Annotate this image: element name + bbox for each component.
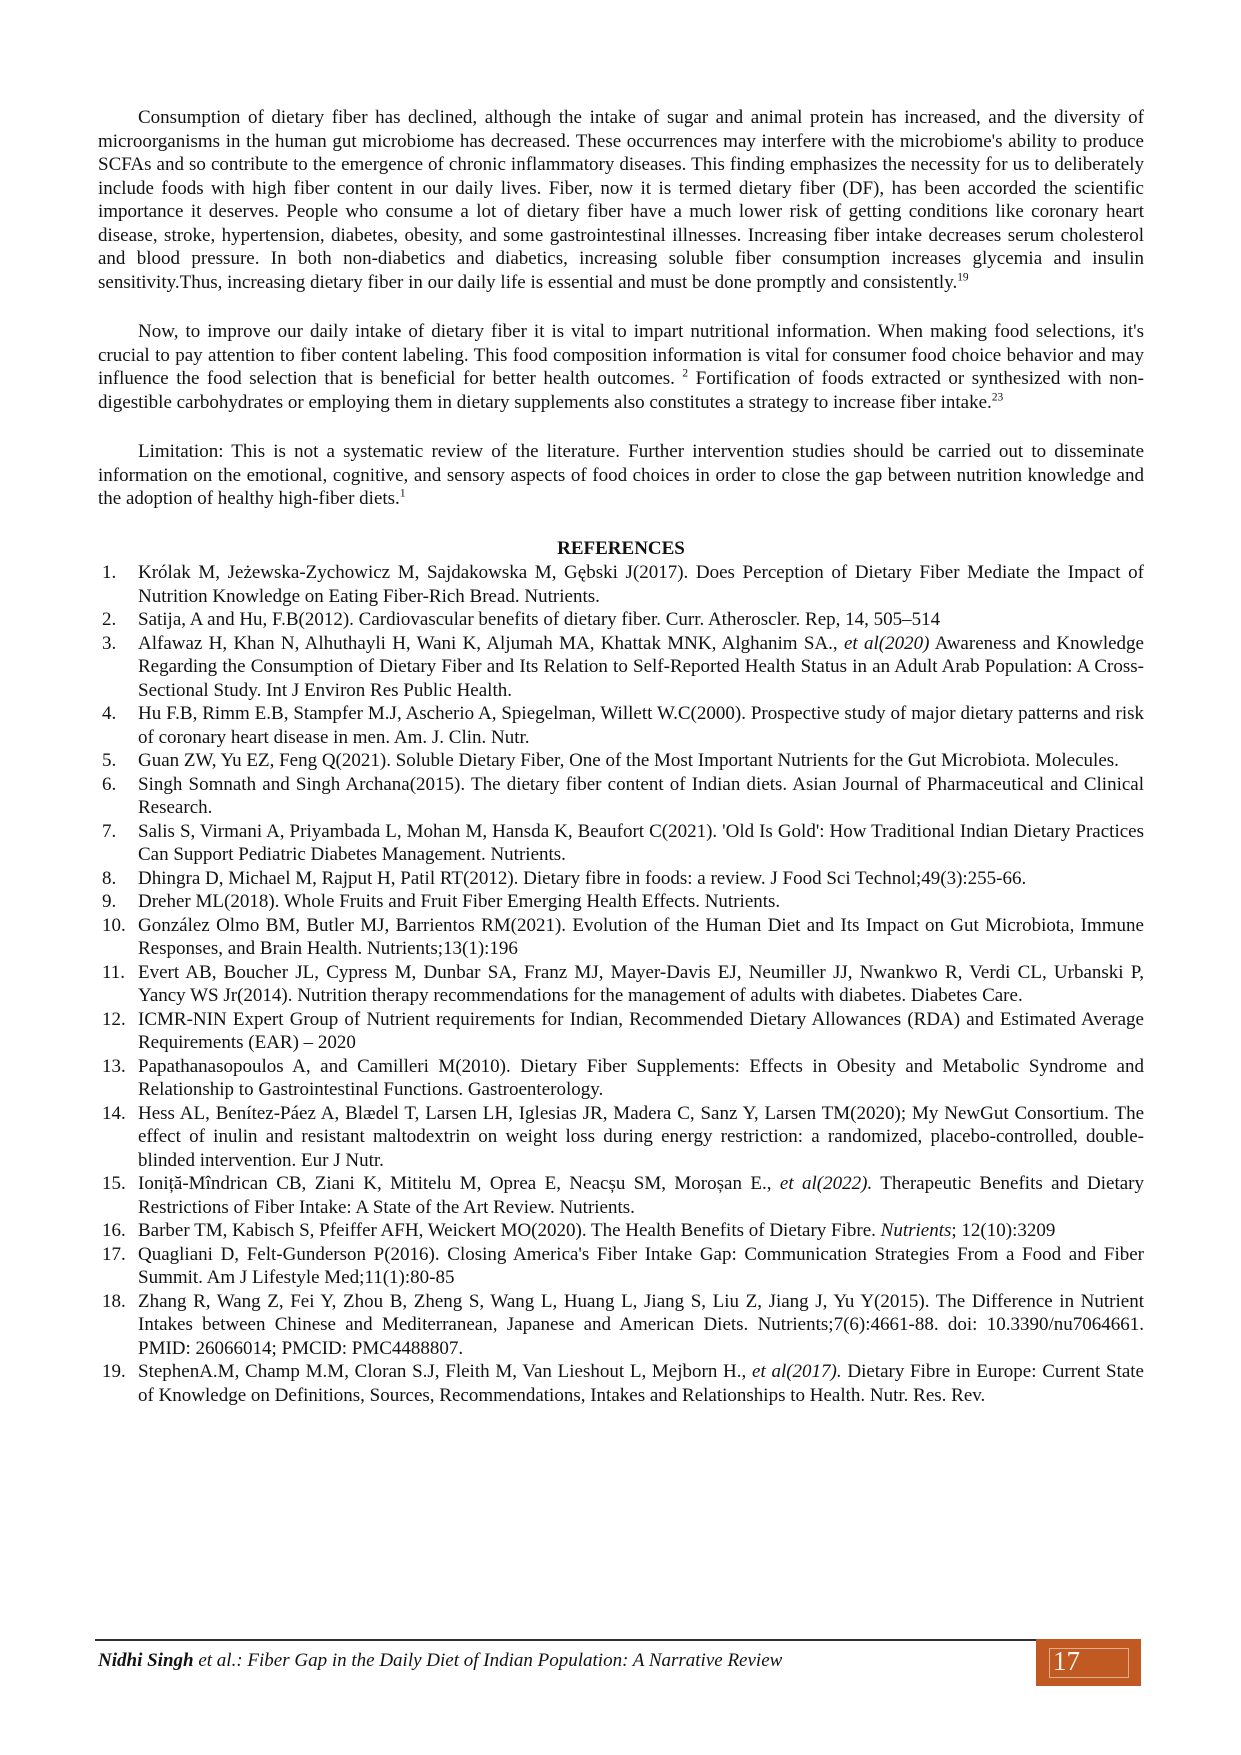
reference-number: 6. [102, 773, 117, 795]
reference-item [98, 1360, 1144, 1407]
reference-text: ICMR-NIN Expert Group of Nutrient requirements for Indian, Recommended Dietary Allowances (RDA) and Estimated Average Requirements (EAR) – 2020 [138, 1008, 1144, 1053]
reference-number: 2. [102, 609, 117, 630]
reference-number: 17. [102, 1243, 126, 1265]
reference-item [98, 1102, 1144, 1173]
reference-item [98, 890, 1144, 914]
reference-number: 16. [102, 1220, 126, 1241]
reference-text: Hess AL, Benítez-Páez A, Blædel T, Larsen LH, Iglesias JR, Madera C, Sanz Y, Larsen TM(2020); My NewGut Consortium. The effect of inulin and resistant maltodextrin on weight loss during energy restriction: a randomized, placebo-controlled, double-blinded intervention. Eur J Nutr. [138, 1102, 1144, 1171]
reference-number: 19. [102, 1361, 126, 1382]
reference-item [98, 632, 1144, 703]
reference-item [98, 749, 1144, 773]
reference-item [98, 561, 1144, 608]
reference-item [98, 1055, 1144, 1102]
reference-item [98, 773, 1144, 820]
footer-citation [98, 1649, 782, 1672]
reference-text: Evert AB, Boucher JL, Cypress M, Dunbar SA, Franz MJ, Mayer-Davis EJ, Neumiller JJ, Nwankwo R, Verdi CL, Urbanski P, Yancy WS Jr(2014). Nutrition therapy recommendations for the management of adults with diabetes. Diabetes Care. [138, 961, 1144, 1006]
reference-text: Barber TM, Kabisch S, Pfeiffer AFH, Weickert MO(2020). The Health Benefits of Dietary Fibre. Nutrients; 12(10):3209 [138, 1220, 1056, 1241]
reference-text: Papathanasopoulos A, and Camilleri M(2010). Dietary Fiber Supplements: Effects in Obesity and Metabolic Syndrome and Relationship to Gastrointestinal Functions. Gastroenterology. [138, 1055, 1144, 1100]
reference-item [98, 1219, 1144, 1243]
references-list [98, 561, 1144, 1407]
reference-number: 11. [102, 961, 126, 983]
reference-number: 9. [102, 891, 117, 912]
reference-number: 18. [102, 1290, 126, 1312]
footer-author: Nidhi Singh [98, 1650, 194, 1671]
reference-text: Salis S, Virmani A, Priyambada L, Mohan M, Hansda K, Beaufort C(2021). 'Old Is Gold': How Traditional Indian Dietary Practices Can Support Pediatric Diabetes Management. Nutrients. [138, 820, 1144, 865]
reference-number: 3. [102, 632, 117, 654]
reference-text: González Olmo BM, Butler MJ, Barrientos RM(2021). Evolution of the Human Diet and Its Impact on Gut Microbiota, Immune Responses, and Brain Health. Nutrients;13(1):196 [138, 914, 1144, 959]
reference-item [98, 1172, 1144, 1219]
reference-item [98, 1243, 1144, 1290]
reference-text: Dhingra D, Michael M, Rajput H, Patil RT(2012). Dietary fibre in foods: a review. J Food Sci Technol;49(3):255-66. [138, 867, 1027, 889]
footer-article-title: et al.: Fiber Gap in the Daily Diet of Indian Population: A Narrative Review [193, 1650, 783, 1671]
reference-item [98, 820, 1144, 867]
reference-text: StephenA.M, Champ M.M, Cloran S.J, Fleith M, Van Lieshout L, Mejborn H., et al(2017). Dietary Fibre in Europe: Current State of Knowledge on Definitions, Sources, Recommendations, Intakes and Relationships to Health. Nutr. Res. Rev. [138, 1361, 1144, 1406]
reference-item [98, 1008, 1144, 1055]
reference-number: 1. [102, 562, 117, 583]
reference-text: Quagliani D, Felt-Gunderson P(2016). Closing America's Fiber Intake Gap: Communication Strategies From a Food and Fiber Summit. Am J Lifestyle Med;11(1):80-85 [138, 1243, 1144, 1288]
reference-number: 5. [102, 750, 117, 771]
reference-item [98, 961, 1144, 1008]
paragraph-consumption: Consumption of dietary fiber has declined, although the intake of sugar and animal protein has increased, and the diversity of microorganisms in the human gut microbiome has decreased. These occurrences may interfere with the microbiome's ability to produce SCFAs and so contribute to the emergence of chronic inflammatory diseases. This finding emphasizes the necessity for us to deliberately include foods with high fiber content in our daily lives. Fiber, now it is termed dietary fiber (DF), has been accorded the scientific importance it deserves. People who consume a lot of dietary fiber have a much lower risk of getting conditions like coronary heart disease, stroke, hypertension, diabetes, obesity, and some gastrointestinal illnesses. Increasing fiber intake decreases serum cholesterol and blood pressure. In both non-diabetics and diabetics, increasing soluble fiber consumption increases glycemia and insulin sensitivity.Thus, increasing dietary fiber in our daily life is essential and must be done promptly and consistently.$^{19}$ [98, 107, 1144, 293]
reference-text: Dreher ML(2018). Whole Fruits and Fruit Fiber Emerging Health Effects. Nutrients. [138, 891, 781, 912]
reference-text: Hu F.B, Rimm E.B, Stampfer M.J, Ascherio A, Spiegelman, Willett W.C(2000). Prospective study of major dietary patterns and risk of coronary heart disease in men. Am. J. Clin. Nutr. [138, 703, 1144, 748]
reference-item [98, 867, 1144, 891]
page-body [98, 106, 1144, 1407]
paragraph-nutritional-information: Now, to improve our daily intake of dietary fiber it is vital to impart nutritional information. When making food selections, it's crucial to pay attention to fiber content labeling. This food composition information is vital for consumer food choice behavior and may influence the food selection that is beneficial for better health outcomes. $^2$ Fortification of foods extracted or synthesized with non-digestible carbohydrates or employing them in dietary supplements also constitutes a strategy to increase fiber intake.$^{23}$ [98, 321, 1144, 413]
paragraph-limitation: Limitation: This is not a systematic review of the literature. Further intervention studies should be carried out to disseminate information on the emotional, cognitive, and sensory aspects of food choices in order to close the gap between nutrition knowledge and the adoption of healthy high-fiber diets.$^1$ [98, 441, 1144, 509]
reference-text: Alfawaz H, Khan N, Alhuthayli H, Wani K, Aljumah MA, Khattak MNK, Alghanim SA., et al(2020) Awareness and Knowledge Regarding the Consumption of Dietary Fiber and Its Relation to Self-Reported Health Status in an Adult Arab Population: A Cross-Sectional Study. Int J Environ Res Public Health. [138, 632, 1144, 701]
reference-number: 7. [102, 820, 117, 842]
reference-number: 14. [102, 1102, 126, 1124]
reference-text: Satija, A and Hu, F.B(2012). Cardiovascular benefits of dietary fiber. Curr. Atheroscler. Rep, 14, 505–514 [138, 609, 941, 630]
reference-number: 13. [102, 1055, 126, 1077]
reference-item [98, 1290, 1144, 1361]
reference-text: Ioniță-Mîndrican CB, Ziani K, Mititelu M, Oprea E, Neacșu SM, Moroșan E., et al(2022). Therapeutic Benefits and Dietary Restrictions of Fiber Intake: A State of the Art Review. Nutrients. [138, 1173, 1144, 1218]
reference-text: Królak M, Jeżewska-Zychowicz M, Sajdakowska M, Gębski J(2017). Does Perception of Dietary Fiber Mediate the Impact of Nutrition Knowledge on Eating Fiber-Rich Bread. Nutrients. [138, 562, 1144, 607]
reference-text: Singh Somnath and Singh Archana(2015). The dietary fiber content of Indian diets. Asian Journal of Pharmaceutical and Clinical Research. [138, 773, 1144, 818]
page-number: 17 [1053, 1646, 1080, 1676]
reference-item [98, 914, 1144, 961]
references-heading: REFERENCES [557, 537, 685, 559]
reference-text: Guan ZW, Yu EZ, Feng Q(2021). Soluble Dietary Fiber, One of the Most Important Nutrients for the Gut Microbiota. Molecules. [138, 750, 1119, 771]
reference-number: 4. [102, 703, 117, 724]
reference-number: 12. [102, 1008, 126, 1030]
reference-text: Zhang R, Wang Z, Fei Y, Zhou B, Zheng S, Wang L, Huang L, Jiang S, Liu Z, Jiang J, Yu Y(2015). The Difference in Nutrient Intakes between Chinese and Mediterranean, Japanese and American Diets. Nutrients;7(6):4661-88. doi: 10.3390/nu7064661. PMID: 26066014; PMCID: PMC4488807. [138, 1290, 1144, 1359]
reference-number: 10. [102, 914, 126, 936]
reference-item [98, 702, 1144, 749]
reference-number: 8. [102, 867, 117, 889]
page-number-box [1036, 1639, 1141, 1686]
footer-rule [95, 1639, 1036, 1641]
reference-number: 15. [102, 1173, 126, 1194]
reference-item [98, 608, 1144, 632]
